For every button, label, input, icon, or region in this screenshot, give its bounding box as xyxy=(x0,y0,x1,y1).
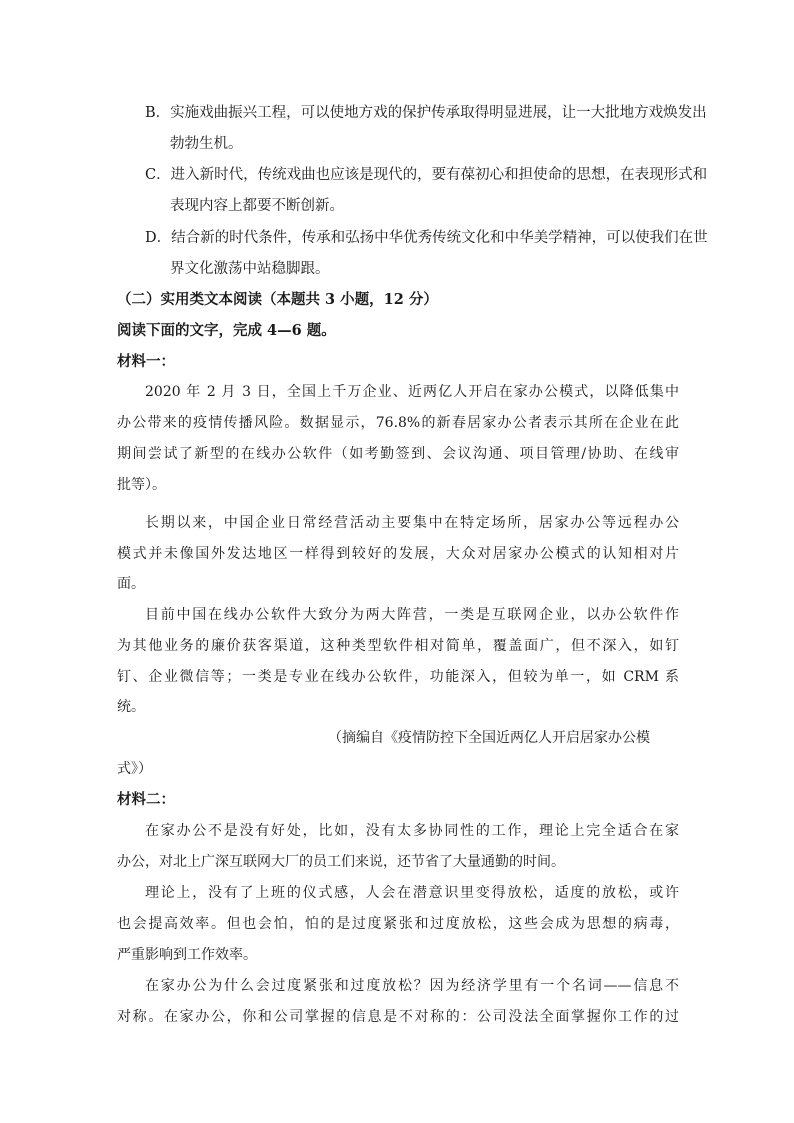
option-c-line-2: 表现内容上都要不断创新。 xyxy=(170,198,344,214)
material-1-line: 批等）。 xyxy=(117,477,166,493)
material-1-line: 统。 xyxy=(117,699,145,715)
material-1-source-line-1: （摘编自《疫情防控下全国近两亿人开启居家办公模 xyxy=(328,730,650,746)
option-c-line-1: C．进入新时代，传统戏曲也应该是现代的，要有葆初心和担使命的思想，在表现形式和 xyxy=(145,167,708,183)
section-instruction: 阅读下面的文字，完成 4—6 题。 xyxy=(117,322,336,339)
material-2-line: 理论上，没有了上班的仪式感，人会在潜意识里变得放松，适度的放松，或许 xyxy=(145,885,679,901)
material-2-line: 在家办公为什么会过度紧张和过度放松？因为经济学里有一个名词——信息不 xyxy=(145,978,679,994)
option-d-line-1: D．结合新的时代条件，传承和弘扬中华优秀传统文化和中华美学精神，可以使我们在世 xyxy=(145,230,708,246)
material-2-title: 材料二： xyxy=(117,791,175,808)
material-2-line: 对称。在家办公，你和公司掌握的信息是不对称的：公司没法全面掌握你工作的过 xyxy=(117,1009,679,1025)
material-1-line: 办公带来的疫情传播风险。数据显示，76.8%的新春居家办公者表示其所在企业在此 xyxy=(117,415,679,431)
section-heading: （二）实用类文本阅读（本题共 3 小题，12 分） xyxy=(117,291,438,308)
material-1-line: 为其他业务的廉价获客渠道，这种类型软件相对简单，覆盖面广，但不深入，如钉 xyxy=(117,638,679,654)
option-b-line-2: 勃勃生机。 xyxy=(170,136,243,152)
material-2-line: 也会提高效率。但也会怕，怕的是过度紧张和过度放松，这些会成为思想的病毒， xyxy=(117,916,679,932)
option-d-line-2: 界文化激荡中站稳脚跟。 xyxy=(170,261,330,277)
material-1-line: 长期以来，中国企业日常经营活动主要集中在特定场所，居家办公等远程办公 xyxy=(145,515,679,531)
material-1-title: 材料一： xyxy=(117,353,175,370)
material-2-line: 严重影响到工作效率。 xyxy=(117,947,257,963)
material-1-line: 目前中国在线办公软件大致分为两大阵营，一类是互联网企业，以办公软件作 xyxy=(145,607,679,623)
option-b-line-1: B．实施戏曲振兴工程，可以使地方戏的保护传承取得明显进展，让一大批地方戏焕发出 xyxy=(145,105,707,121)
material-1-line: 面。 xyxy=(117,576,145,592)
material-2-line: 在家办公不是没有好处，比如，没有太多协同性的工作，理论上完全适合在家 xyxy=(145,823,679,839)
material-1-line: 钉、企业微信等；一类是专业在线办公软件，功能深入，但较为单一，如 CRM 系 xyxy=(117,669,679,685)
material-1-source-line-2: 式》） xyxy=(117,761,152,777)
material-1-line: 期间尝试了新型的在线办公软件（如考勤签到、会议沟通、项目管理/协助、在线审 xyxy=(117,446,679,462)
material-1-line: 模式并未像国外发达地区一样得到较好的发展，大众对居家办公模式的认知相对片 xyxy=(117,546,679,562)
material-2-line: 办公，对北上广深互联网大厂的员工们来说，还节省了大量通勤的时间。 xyxy=(117,854,565,870)
material-1-line: 2020 年 2 月 3 日，全国上千万企业、近两亿人开启在家办公模式，以降低集中 xyxy=(145,384,679,400)
